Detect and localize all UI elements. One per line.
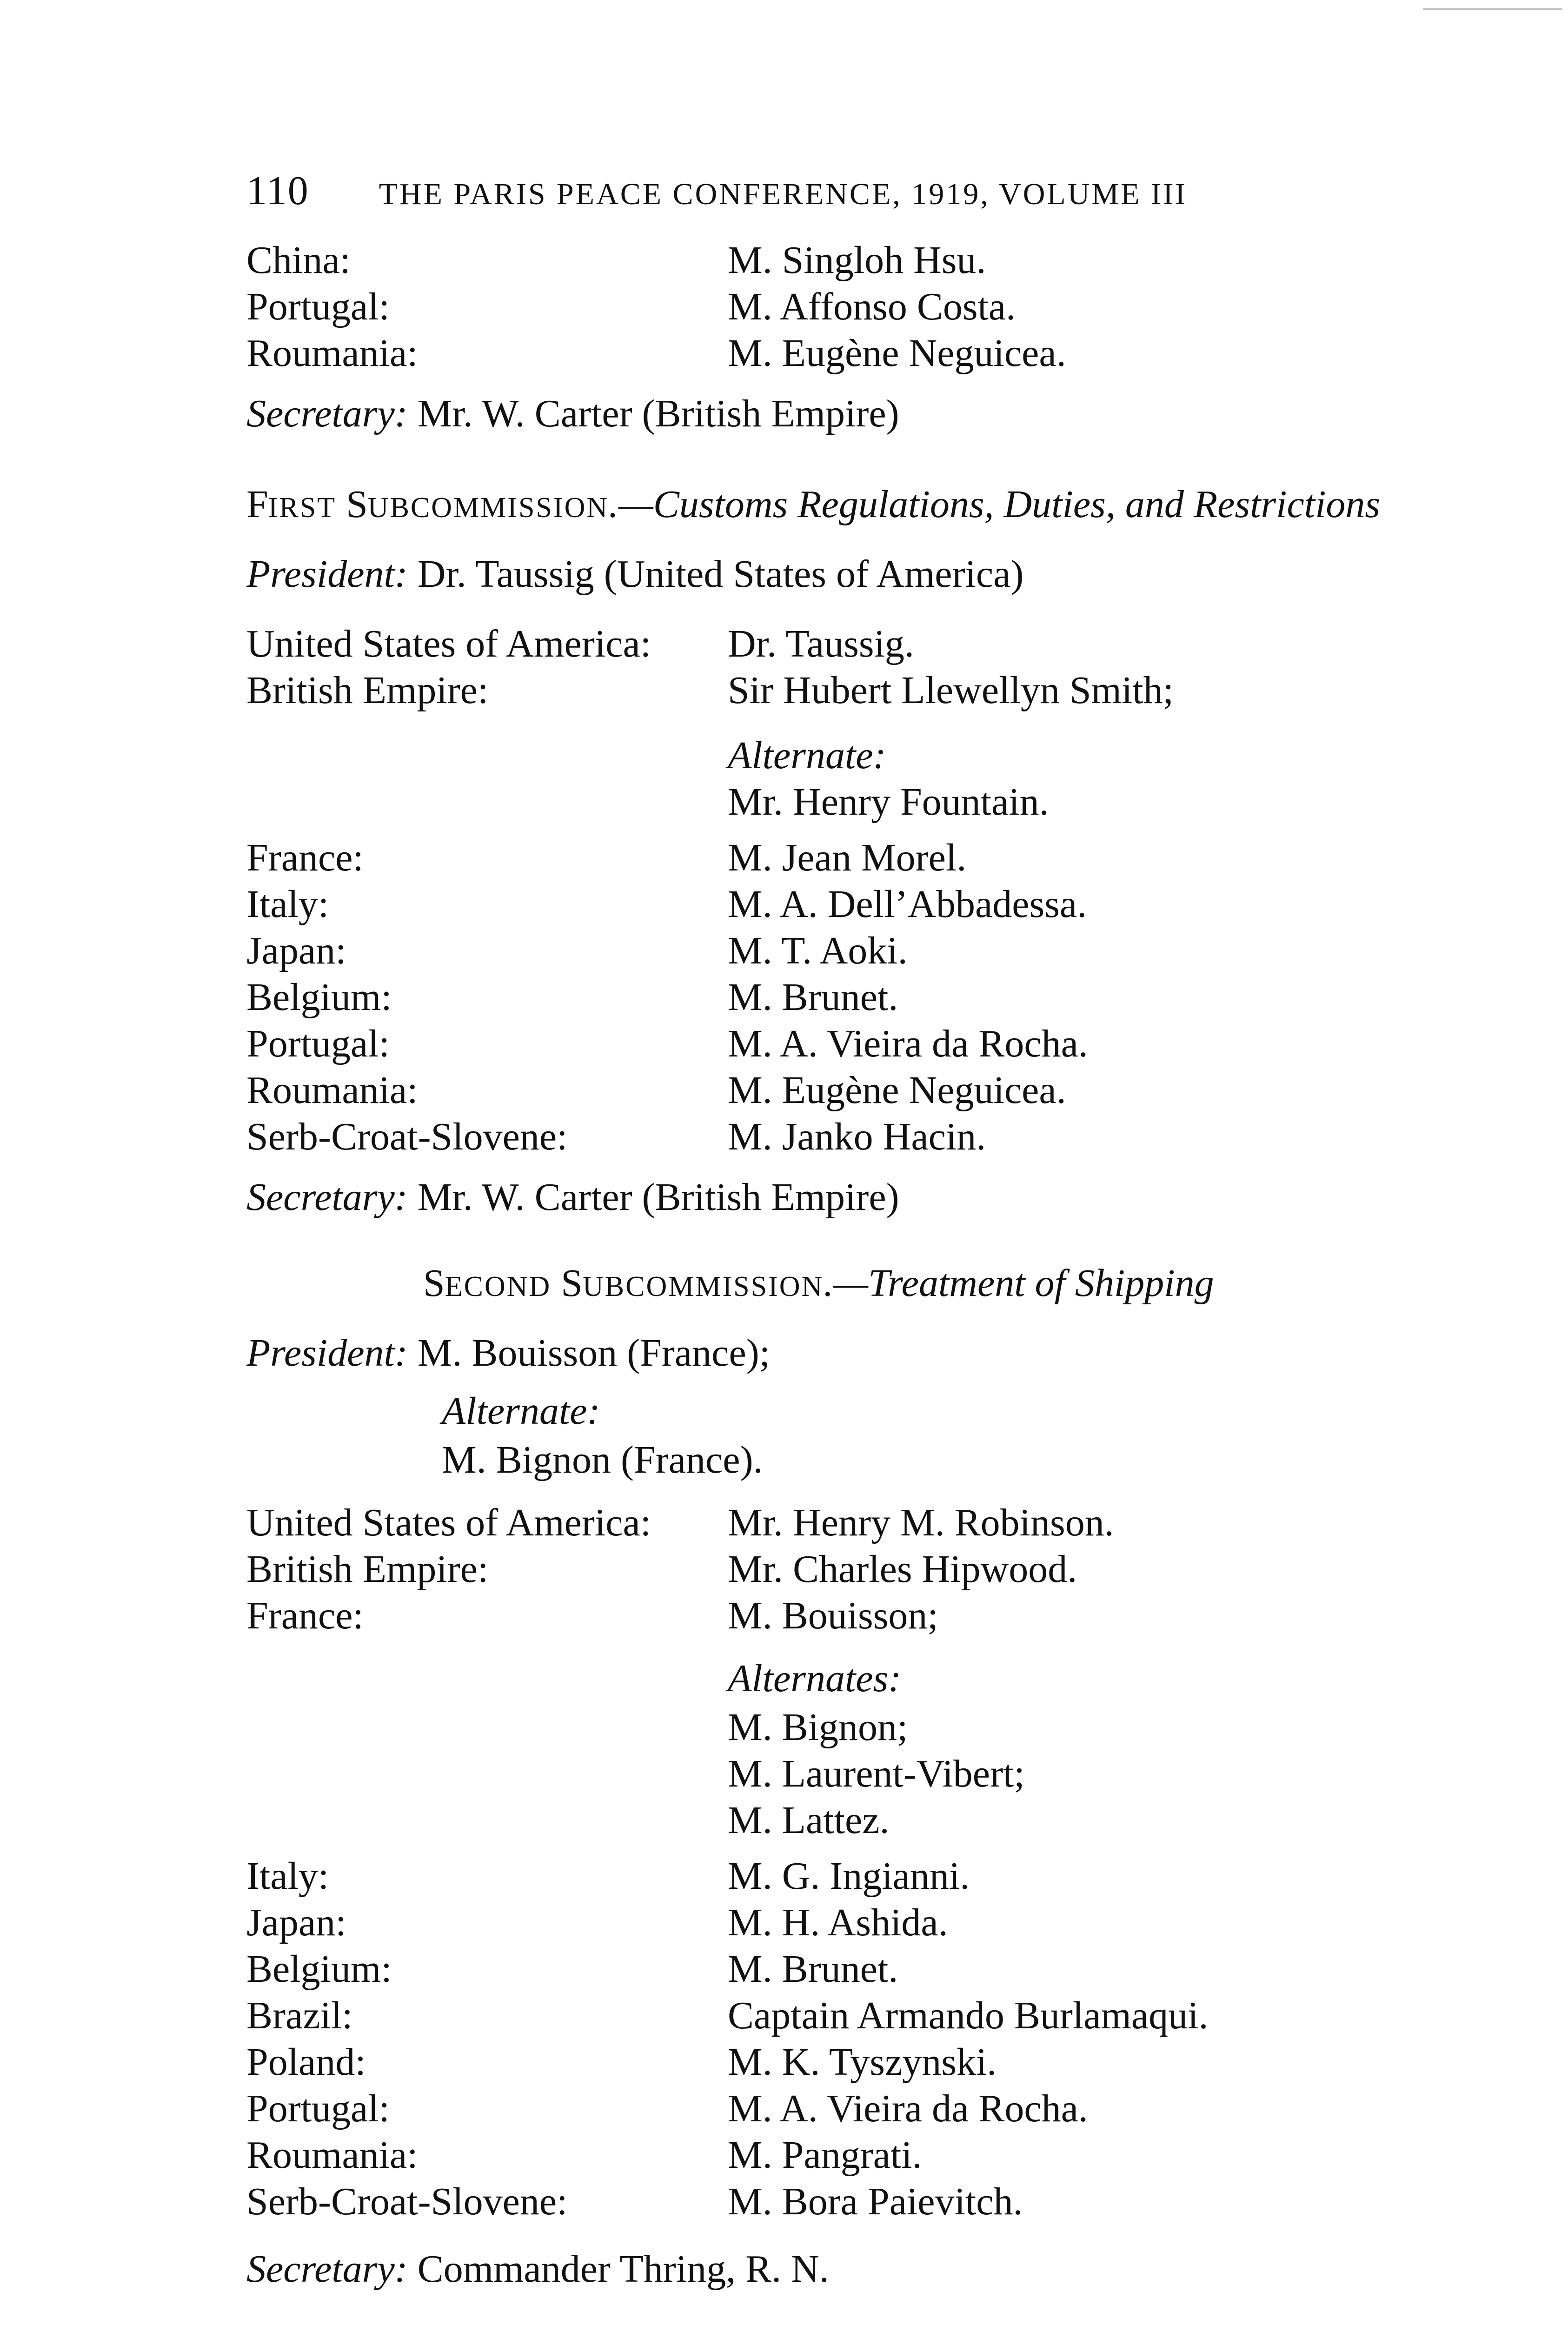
alternate-name: M. Laurent-Vibert; — [728, 1752, 1025, 1795]
country-label: Japan: — [246, 1901, 346, 1944]
delegate-name: M. Bora Paievitch. — [728, 2180, 1023, 2223]
country-label: Poland: — [246, 2040, 366, 2084]
country-label: China: — [246, 239, 351, 282]
secretary-name: Mr. W. Carter (British Empire) — [417, 1176, 899, 1219]
heading-smallcaps: ECOND — [445, 1271, 551, 1302]
president-line — [246, 551, 1023, 598]
page-number: 110 — [246, 168, 309, 213]
delegate-name: M. Eugène Neguicea. — [728, 332, 1066, 375]
delegate-name: M. G. Ingianni. — [728, 1854, 970, 1898]
secretary-label: Secretary: — [246, 392, 408, 435]
alternate-name: Mr. Henry Fountain. — [728, 780, 1049, 824]
secretary-line — [246, 1174, 899, 1221]
alternate-name: M. Bignon (France). — [442, 1438, 763, 1481]
delegate-name: M. Jean Morel. — [728, 836, 967, 879]
secretary-label: Secretary: — [246, 2247, 408, 2291]
heading-smallcaps: IRST — [268, 492, 337, 524]
delegate-name: M. Bouisson; — [728, 1594, 938, 1637]
country-label: Belgium: — [246, 976, 392, 1019]
secretary-line — [246, 391, 899, 437]
secretary-line — [246, 2246, 829, 2292]
country-label: France: — [246, 836, 364, 879]
heading-initial: S — [423, 1262, 445, 1305]
president-name: M. Bouisson (France); — [417, 1331, 771, 1375]
alternate-label: Alternate: — [442, 1389, 600, 1433]
delegate-name: M. Singloh Hsu. — [728, 239, 986, 282]
delegate-name: M. Brunet. — [728, 976, 898, 1019]
country-label: Serb-Croat-Slovene: — [246, 1115, 568, 1158]
country-label: Portugal: — [246, 285, 390, 328]
delegate-name: M. A. Vieira da Rocha. — [728, 2087, 1088, 2130]
delegate-name: M. Affonso Costa. — [728, 285, 1016, 328]
heading-smallcaps: UBCOMMISSION — [367, 492, 609, 524]
delegate-name: M. Pangrati. — [728, 2133, 922, 2177]
president-label: President: — [246, 1331, 408, 1375]
secretary-label: Secretary: — [246, 1176, 408, 1219]
country-label: Portugal: — [246, 2087, 390, 2130]
heading-initial: S — [561, 1262, 583, 1305]
second-subcommission-heading — [423, 1260, 1214, 1310]
delegate-name: M. K. Tyszynski. — [728, 2040, 997, 2084]
country-label: France: — [246, 1594, 364, 1637]
country-label: United States of America: — [246, 1501, 651, 1544]
heading-smallcaps: UBCOMMISSION — [583, 1271, 824, 1302]
delegate-name: Sir Hubert Llewellyn Smith; — [728, 669, 1174, 712]
alternates-label: Alternates: — [728, 1657, 902, 1700]
country-label: Japan: — [246, 929, 346, 972]
page-header — [246, 167, 1187, 214]
delegate-name: M. T. Aoki. — [728, 929, 908, 972]
heading-subject: .—Customs Regulations, Duties, and Restrictions — [609, 483, 1381, 526]
alternate-name: M. Lattez. — [728, 1799, 890, 1842]
president-label: President: — [246, 552, 408, 596]
heading-initial: S — [346, 483, 368, 526]
country-label: Italy: — [246, 883, 329, 926]
first-subcommission-heading — [246, 481, 1380, 531]
country-label: British Empire: — [246, 669, 489, 712]
delegate-name: M. Janko Hacin. — [728, 1115, 986, 1158]
secretary-name: Mr. W. Carter (British Empire) — [417, 392, 899, 435]
scan-edge-rule — [1423, 8, 1562, 10]
running-title: THE PARIS PEACE CONFERENCE, 1919, VOLUME III — [379, 177, 1187, 211]
president-name: Dr. Taussig (United States of America) — [417, 552, 1024, 596]
country-label: Roumania: — [246, 1069, 418, 1112]
alternate-label: Alternate: — [728, 734, 886, 777]
country-label: Portugal: — [246, 1022, 390, 1065]
country-label: Serb-Croat-Slovene: — [246, 2180, 568, 2223]
delegate-name: Captain Armando Burlamaqui. — [728, 1994, 1209, 2037]
country-label: Roumania: — [246, 2133, 418, 2177]
delegate-name: M. Eugène Neguicea. — [728, 1069, 1066, 1112]
delegate-name: Mr. Henry M. Robinson. — [728, 1501, 1114, 1544]
president-line — [246, 1330, 770, 1376]
delegate-name: Mr. Charles Hipwood. — [728, 1548, 1077, 1591]
country-label: Roumania: — [246, 332, 418, 375]
alternate-name: M. Bignon; — [728, 1706, 908, 1749]
delegate-name: M. A. Dell’Abbadessa. — [728, 883, 1087, 926]
delegate-name: Dr. Taussig. — [728, 622, 914, 665]
country-label: British Empire: — [246, 1548, 489, 1591]
delegate-name: M. Brunet. — [728, 1947, 898, 1991]
delegate-name: M. A. Vieira da Rocha. — [728, 1022, 1088, 1065]
heading-initial: F — [246, 483, 268, 526]
country-label: Belgium: — [246, 1947, 392, 1991]
country-label: Brazil: — [246, 1994, 353, 2037]
country-label: Italy: — [246, 1854, 329, 1898]
delegate-name: M. H. Ashida. — [728, 1901, 948, 1944]
country-label: United States of America: — [246, 622, 651, 665]
secretary-name: Commander Thring, R. N. — [417, 2247, 829, 2291]
heading-subject: .—Treatment of Shipping — [824, 1262, 1214, 1305]
